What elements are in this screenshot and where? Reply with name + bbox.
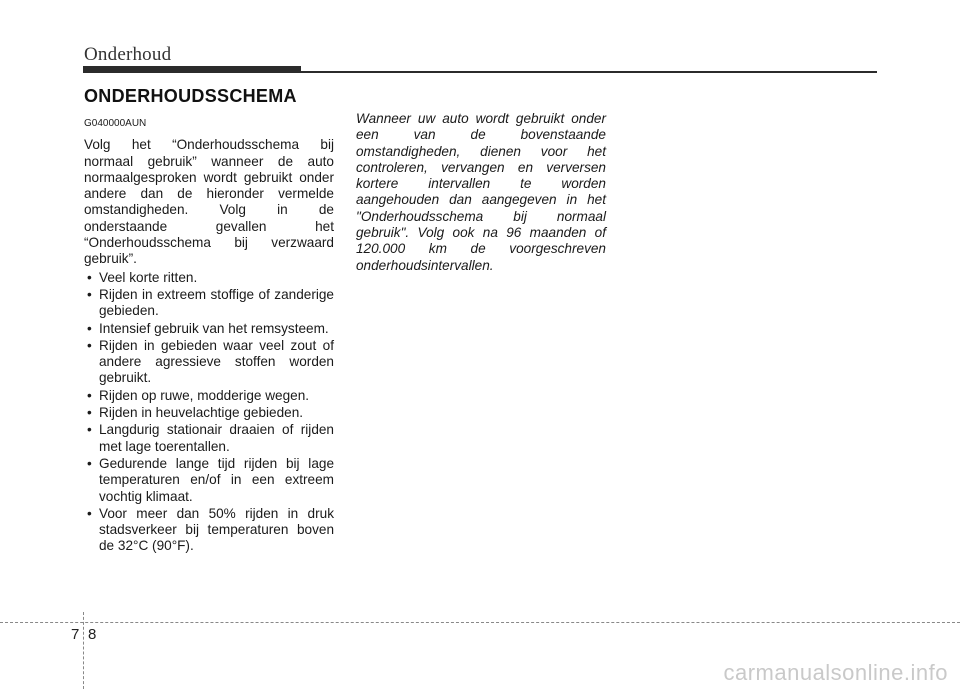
watermark: carmanualsonline.info	[723, 660, 948, 685]
list-item: • Veel korte ritten.	[84, 270, 334, 286]
condition-list	[84, 270, 334, 555]
list-item: • Rijden op ruwe, modderige wegen.	[84, 388, 334, 404]
chapter-number: 7	[71, 626, 80, 643]
intro-paragraph: Volg het “Onderhoudsschema bij normaal gebruik” wanneer de auto normaalgesproken wordt gebruikt onder andere dan de hieronder vermelde omstandigheden. Volg in de onderstaande gevallen het “Onderhoudsschema bij verzwaard gebruik”.	[84, 137, 334, 267]
list-item: • Rijden in gebieden waar veel zout of andere agressieve stoffen worden gebruikt.	[84, 338, 334, 387]
list-item: • Gedurende lange tijd rijden bij lage temperaturen en/of in een extreem vochtig klimaat.	[84, 456, 334, 505]
left-column	[84, 116, 334, 555]
list-item: • Rijden in heuvelachtige gebieden.	[84, 405, 334, 421]
footer-rule	[0, 622, 960, 623]
header-rule-thick	[83, 66, 301, 73]
footer-divider	[83, 612, 84, 689]
page-number: 8	[88, 626, 97, 643]
list-item: • Voor meer dan 50% rijden in druk stadsverkeer bij temperaturen boven de 32°C (90°F).	[84, 506, 334, 555]
chapter-title: Onderhoud	[84, 44, 172, 65]
header-rule-thin	[301, 71, 877, 73]
list-item: • Langdurig stationair draaien of rijden met lage toerentallen.	[84, 422, 334, 455]
list-item: • Intensief gebruik van het remsysteem.	[84, 321, 334, 337]
section-title: ONDERHOUDSSCHEMA	[84, 86, 297, 106]
right-column-note: Wanneer uw auto wordt gebruikt onder een van de bovenstaande omstandigheden, dienen voor het controleren, vervangen en verversen kortere intervallen te worden aangehouden dan aangegeven in het "Onderhoudsschema bij normaal gebruik". Volg ook na 96 maanden of 120.000 km de voorgeschreven onderhoudsintervallen.	[356, 111, 606, 273]
section-code: G040000AUN	[84, 118, 147, 129]
list-item: • Rijden in extreem stoffige of zanderige gebieden.	[84, 287, 334, 320]
